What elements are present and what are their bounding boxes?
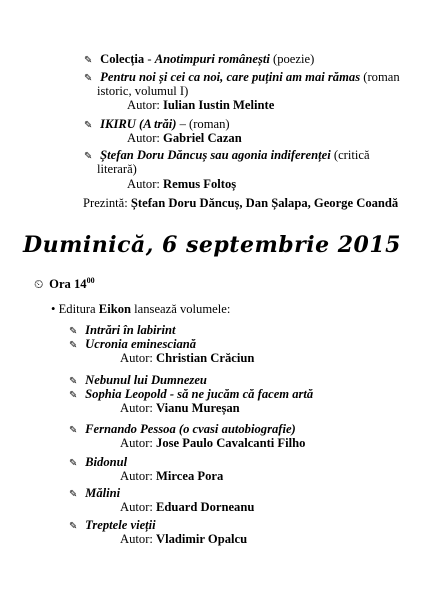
collection-label: Colecția [100, 52, 145, 66]
book-title: Pentru noi și cei ca noi, care puțini am mai rămas [100, 70, 361, 84]
author-name: Gabriel Cazan [163, 131, 242, 145]
pencil-icon: ✎ [69, 489, 78, 500]
author-name: Mircea Pora [156, 469, 224, 483]
pencil-icon: ✎ [84, 73, 93, 84]
author-line: Autor: Iulian Iustin Melinte [127, 98, 275, 112]
author-name: Christian Crăciun [156, 351, 255, 365]
presenters-names: Ștefan Doru Dăncuș, Dan Șalapa, George Coandă [130, 196, 399, 210]
author-line: Autor: Christian Crăciun [120, 351, 255, 365]
author-line: Autor: Eduard Dorneanu [120, 500, 255, 514]
book-title: Ștefan Doru Dăncuș sau agonia indiferenței [100, 148, 331, 162]
book-title: Bidonul [85, 455, 128, 469]
pencil-icon: ✎ [84, 120, 93, 131]
pencil-icon: ✎ [69, 376, 78, 387]
author-name: Jose Paulo Cavalcanti Filho [156, 436, 306, 450]
book-title: Fernando Pessoa (o cvasi autobiografie) [85, 422, 296, 436]
book-title: Intrări în labirint [85, 323, 176, 337]
book-title: Nebunul lui Dumnezeu [85, 373, 207, 387]
time-label: Ora $14^{00}$ [49, 275, 95, 291]
book-entry [69, 455, 127, 471]
book-entry-1: ✎ Colecția - Anotimpuri românești (poezie) [84, 52, 315, 66]
clock-icon: ⏲ [34, 277, 44, 291]
author-name: Eduard Dorneanu [156, 500, 255, 514]
author-line: Autor: Mircea Pora [120, 469, 224, 483]
author-line: Autor: Remus Foltoș [127, 177, 237, 191]
pencil-icon: ✎ [69, 326, 78, 337]
book-title: IKIRU (A trăi) [100, 117, 177, 131]
publisher-name: Eikon [98, 302, 132, 316]
pencil-icon: ✎ [69, 458, 78, 469]
time-line [34, 277, 95, 292]
pencil-icon: ✎ [69, 425, 78, 436]
author-name: Remus Foltoș [163, 177, 237, 191]
book-title: Anotimpuri românești [154, 52, 270, 66]
book-title: Ucronia eminesciană [85, 337, 197, 351]
author-name: Vladimir Opalcu [156, 532, 248, 546]
pencil-icon: ✎ [69, 390, 78, 401]
author-line: Autor: Jose Paulo Cavalcanti Filho [120, 436, 306, 450]
pencil-icon: ✎ [69, 340, 78, 351]
book-note-continued: istoric, volumul I) [97, 84, 189, 98]
book-title: Sophia Leopold - să ne jucăm că facem artă [85, 387, 314, 401]
presenters-line: Prezintă: Ștefan Doru Dăncuș, Dan Șalapa, George Coandă [83, 196, 399, 210]
author-name: Iulian Iustin Melinte [163, 98, 275, 112]
day-heading: Duminică, 6 septembrie 2015 [23, 232, 401, 258]
book-entry-3: ✎ IKIRU (A trăi) – (roman) [84, 117, 230, 131]
book-title: Mălini [85, 486, 121, 500]
book-entry-4: ✎ Ștefan Doru Dăncuș sau agonia indiferenței (critică [84, 148, 370, 162]
book-entry [69, 486, 120, 502]
pencil-icon: ✎ [84, 151, 93, 162]
publisher-line: • Editura Eikon lansează volumele: [51, 302, 231, 316]
book-title: Treptele vieții [85, 518, 156, 532]
author-line: Autor: Vianu Mureșan [120, 401, 240, 415]
book-entry-2: ✎ Pentru noi și cei ca noi, care puțini am mai rămas (roman [84, 70, 400, 84]
author-line: Autor: Gabriel Cazan [127, 131, 242, 145]
pencil-icon: ✎ [84, 55, 93, 66]
bullet-dot: • [51, 302, 56, 316]
pencil-icon: ✎ [69, 521, 78, 532]
author-line: Autor: Vladimir Opalcu [120, 532, 248, 546]
author-name: Vianu Mureșan [156, 401, 240, 415]
book-note-continued: literară) [97, 162, 137, 176]
